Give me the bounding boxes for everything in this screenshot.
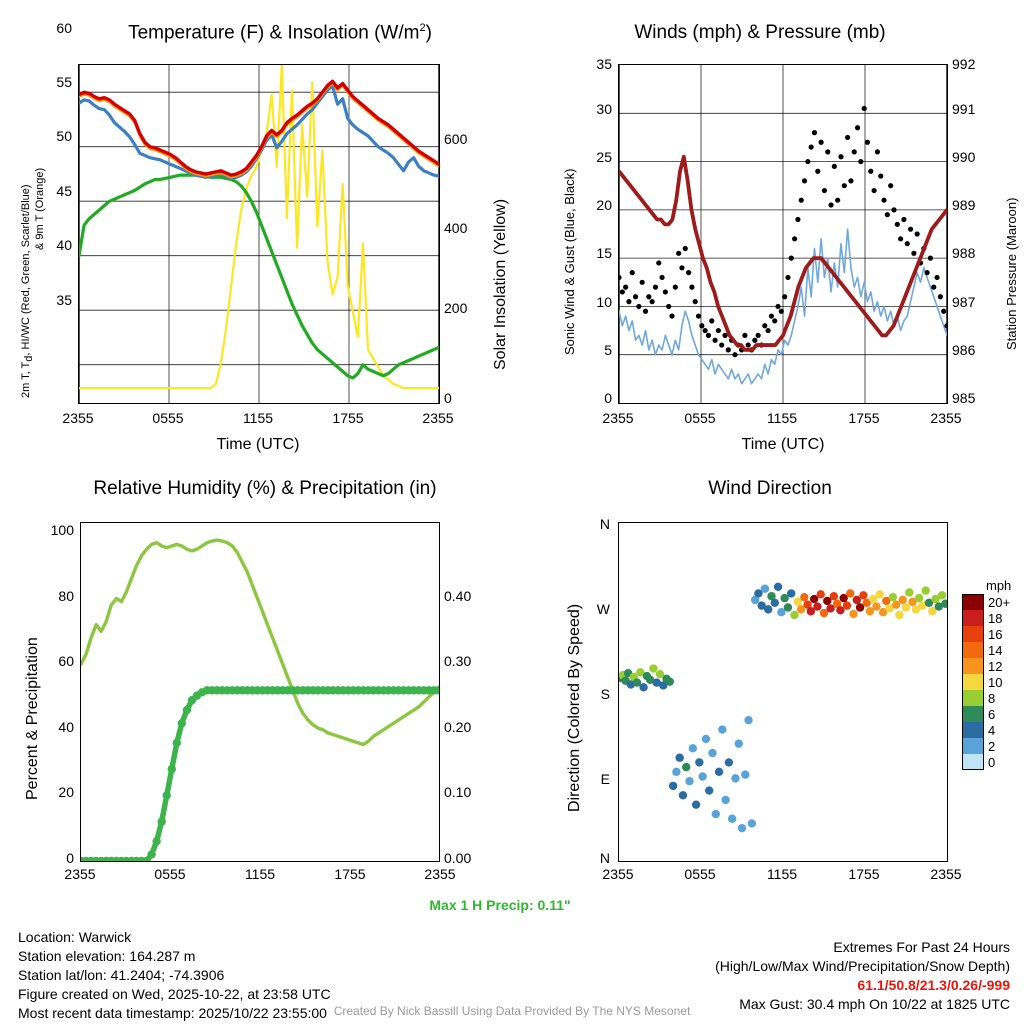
- insolation-ytick: 0: [444, 390, 452, 406]
- winds-ylabel-left: Sonic Wind & Gust (Blue, Black): [562, 168, 577, 355]
- winds-ytick: 0: [604, 390, 612, 406]
- legend-label: 12: [988, 659, 1003, 674]
- footer-created: Figure created on Wed, 2025-10-22, at 23:58 UTC: [18, 986, 331, 1002]
- temperature-ytick: 35: [56, 292, 72, 308]
- winds-title: Winds (mph) & Pressure (mb): [634, 22, 886, 43]
- legend-label: 10: [988, 675, 1003, 690]
- wind-direction-xtick: 1155: [766, 866, 798, 882]
- temperature-ytick: 40: [56, 237, 72, 253]
- wind-direction-ytick: W: [596, 601, 610, 617]
- humidity-ytick: 60: [58, 653, 74, 669]
- humidity-xtick: 0555: [154, 866, 186, 882]
- temperature-xtick: 2355: [62, 410, 94, 426]
- insolation-ytick: 400: [444, 220, 468, 236]
- insolation-ytick: 200: [444, 300, 468, 316]
- humidity-ytick: 40: [58, 719, 74, 735]
- pressure-ytick: 985: [952, 390, 976, 406]
- wind-direction-ylabel: Direction (Colored By Speed): [566, 603, 583, 812]
- legend-title: mph: [986, 578, 1012, 593]
- extremes-heading: Extremes For Past 24 Hours: [833, 939, 1010, 955]
- precip-ytick: 0.00: [444, 850, 472, 866]
- temperature-ytick: 45: [56, 183, 72, 199]
- winds-xtick: 2355: [930, 410, 962, 426]
- wind-direction-ytick: E: [600, 771, 610, 787]
- pressure-ytick: 987: [952, 294, 976, 310]
- winds-ytick: 30: [596, 101, 612, 117]
- max-precip-note: Max 1 H Precip: 0.11": [429, 897, 571, 913]
- pressure-ytick: 986: [952, 342, 976, 358]
- pressure-ytick: 989: [952, 197, 976, 213]
- footer-elevation: Station elevation: 164.287 m: [18, 948, 196, 964]
- precip-ytick: 0.40: [444, 588, 472, 604]
- temperature-ylabel-left-line2: & 9m T (Orange): [34, 167, 46, 250]
- humidity-ylabel-left: Percent & Precipitation: [24, 637, 41, 800]
- temperature-plot-area: [78, 64, 440, 404]
- temperature-ylabel-right: Solar Insolation (Yellow): [492, 198, 509, 370]
- wind-direction-xtick: 2355: [602, 866, 634, 882]
- precip-ytick: 0.20: [444, 719, 472, 735]
- wind-direction-xtick: 2355: [930, 866, 962, 882]
- footer-location: Location: Warwick: [18, 929, 132, 945]
- temperature-ytick: 55: [56, 74, 72, 90]
- temperature-xtick: 2355: [422, 410, 454, 426]
- max-gust: Max Gust: 30.4 mph On 10/22 at 1825 UTC: [739, 996, 1010, 1012]
- humidity-plot-area: [80, 522, 440, 862]
- winds-ytick: 35: [596, 56, 612, 72]
- winds-xtick: 0555: [684, 410, 716, 426]
- winds-ytick: 25: [596, 149, 612, 165]
- winds-plot-area: [618, 64, 948, 404]
- legend-label: 18: [988, 611, 1003, 626]
- precip-ytick: 0.30: [444, 653, 472, 669]
- pressure-ytick: 992: [952, 56, 976, 72]
- legend-label: 14: [988, 643, 1003, 658]
- wind-direction-xtick: 1755: [848, 866, 880, 882]
- winds-xtick: 1155: [766, 410, 798, 426]
- insolation-ytick: 600: [444, 131, 468, 147]
- winds-ytick: 15: [596, 245, 612, 261]
- footer-right: [715, 938, 1010, 1014]
- temperature-xtick: 1755: [332, 410, 364, 426]
- legend-label: 8: [988, 691, 996, 706]
- figure-credit: Created By Nick Bassill Using Data Provided By The NYS Mesonet: [333, 1004, 691, 1018]
- wind-direction-xtick: 0555: [684, 866, 716, 882]
- humidity-xtick: 2355: [424, 866, 456, 882]
- temperature-title: Temperature (F) & Insolation $(W/m^2)$: [128, 22, 432, 44]
- extremes-subheading: (High/Low/Max Wind/Precipitation/Snow Depth): [715, 958, 1010, 974]
- extremes-values: 61.1/50.8/21.3/0.26/-999: [857, 977, 1010, 993]
- footer-recent: Most recent data timestamp: 2025/10/22 23:55:00: [18, 1005, 327, 1021]
- wind-direction-title: Wind Direction: [708, 478, 832, 499]
- humidity-xtick: 1755: [334, 866, 366, 882]
- winds-xlabel: Time (UTC): [741, 436, 825, 453]
- humidity-xtick: 1155: [244, 866, 276, 882]
- winds-ylabel-right: Station Pressure (Maroon): [1004, 197, 1019, 350]
- humidity-xtick: 2355: [64, 866, 96, 882]
- temperature-ylabel-left-line1: 2m T, Td, HI/WC (Red, Green, Scarlet/Blue): [20, 184, 36, 398]
- wind-direction-ytick: S: [600, 686, 610, 702]
- wind-direction-ytick: N: [599, 850, 610, 866]
- winds-ytick: 5: [604, 342, 612, 358]
- temperature-ytick: 50: [56, 128, 72, 144]
- pressure-ytick: 990: [952, 149, 976, 165]
- precip-ytick: 0.10: [444, 784, 472, 800]
- humidity-ytick: 80: [58, 588, 74, 604]
- legend-label: 4: [988, 723, 996, 738]
- pressure-ytick: 988: [952, 245, 976, 261]
- footer-latlon: Station lat/lon: 41.2404; -74.3906: [18, 967, 225, 983]
- winds-ytick: 10: [596, 294, 612, 310]
- humidity-ytick: 100: [50, 522, 74, 538]
- legend-label: 16: [988, 627, 1003, 642]
- wind-direction-plot-area: [618, 522, 948, 862]
- legend-label: 6: [988, 707, 996, 722]
- humidity-ytick: 20: [58, 784, 74, 800]
- temperature-xlabel: Time (UTC): [216, 436, 300, 453]
- temperature-ytick: 60: [56, 20, 72, 36]
- winds-ytick: 20: [596, 197, 612, 213]
- legend-label: 2: [988, 739, 996, 754]
- temperature-xtick: 0555: [152, 410, 184, 426]
- winds-xtick: 2355: [602, 410, 634, 426]
- temperature-xtick: 1155: [242, 410, 274, 426]
- wind-direction-ytick: N: [599, 516, 610, 532]
- humidity-title: Relative Humidity (%) & Precipitation (in): [93, 478, 437, 499]
- winds-xtick: 1755: [848, 410, 880, 426]
- humidity-ytick: 0: [66, 850, 74, 866]
- legend-label: 0: [988, 755, 996, 770]
- legend-label: 20+: [988, 595, 1011, 610]
- pressure-ytick: 991: [952, 101, 976, 117]
- legend-colorbar-frame: [962, 594, 984, 770]
